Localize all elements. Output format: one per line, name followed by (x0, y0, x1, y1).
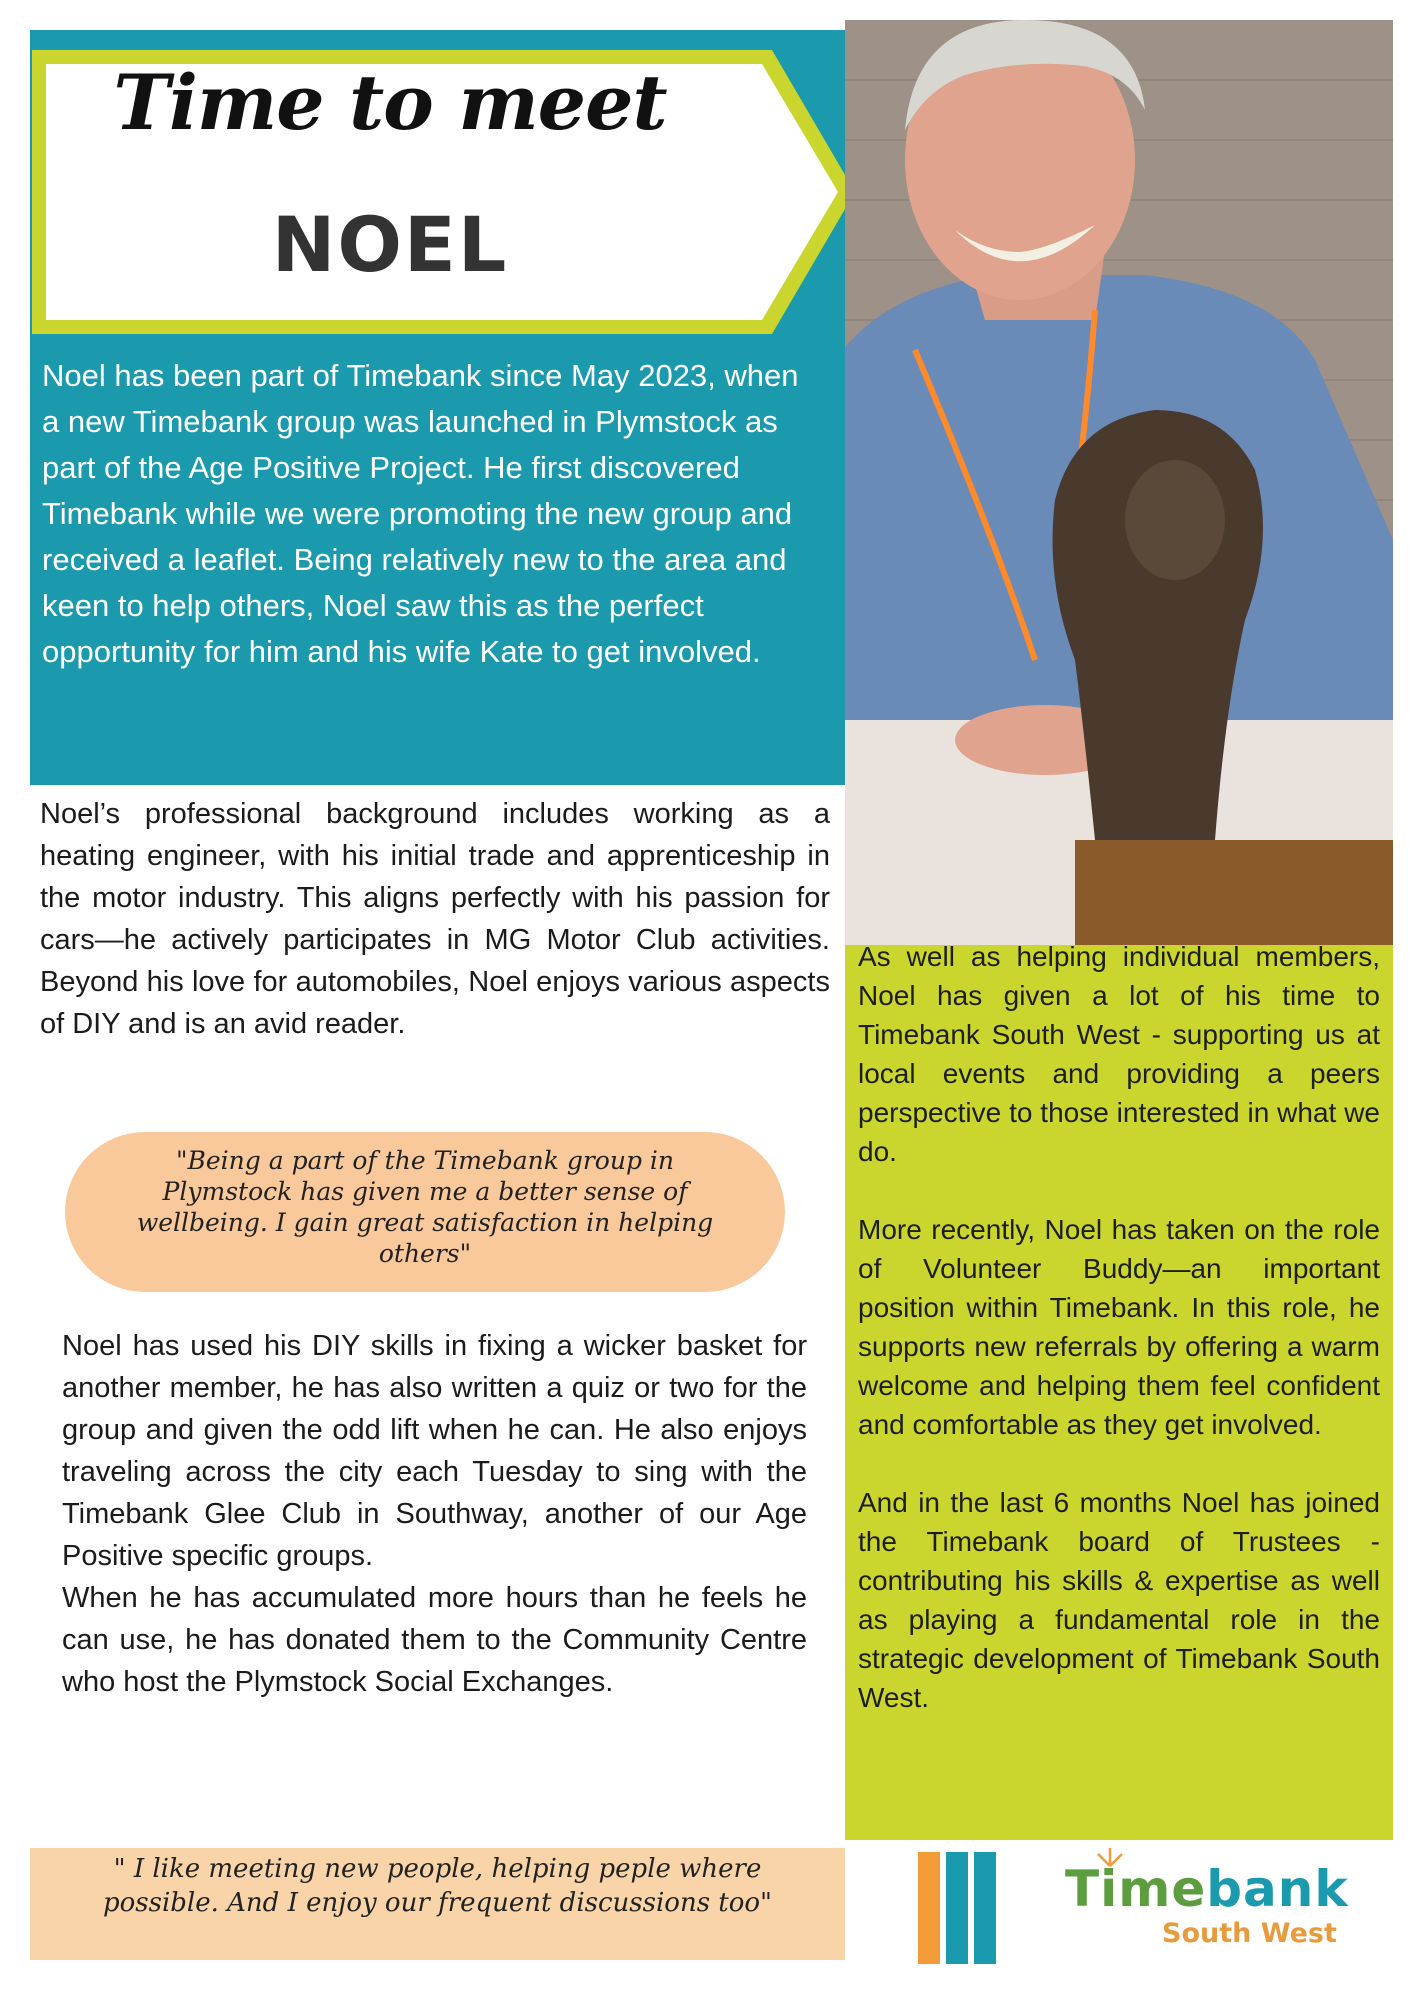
volunteer-text (858, 937, 1380, 1756)
noel-photo (845, 20, 1393, 945)
logo-bar-orange (918, 1852, 940, 1964)
title-script: Time to meet (113, 58, 667, 147)
diy-paragraph (62, 1325, 807, 1703)
intro-paragraph: Noel has been part of Timebank since May 2023, when a new Timebank group was launched in Plymstock as part of the Age Positive Project. He first discovered Timebank while we were promoting the new group and received a leaflet. Being relatively new to the area and keen to help others, Noel saw this as the perfect opportunity for him and his wife Kate to get involved. (42, 358, 799, 669)
volunteer-paragraph-2: More recently, Noel has taken on the role of Volunteer Buddy—an important position within Timebank. In this role, he supports new referrals by offering a warm welcome and helping them feel confident and comfortable as they get involved. (858, 1214, 1380, 1440)
logo-wordmark (1065, 1860, 1349, 1918)
volunteer-paragraph-1: As well as helping individual members, Noel has given a lot of his time to Timebank South West - supporting us at local events and providing a peers perspective to those interested in what we do. (858, 941, 1380, 1167)
logo-bar-teal-2 (974, 1852, 996, 1964)
logo-bar-teal (946, 1852, 968, 1964)
logo-subtitle: South West (1162, 1918, 1337, 1949)
diy-text-2: When he has accumulated more hours than he feels he can use, he has donated them to the Community Centre who host the Plymstock Social Exchanges. (62, 1582, 807, 1698)
bottom-quote-text: " I like meeting new people, helping peple where possible. And I enjoy our frequent discussions too" (102, 1854, 773, 1918)
logo-word-time: Time (1065, 1860, 1207, 1918)
volunteer-paragraph-3: And in the last 6 months Noel has joined the Timebank board of Trustees - contributing his skills & expertise as well as playing a fundamental role in the strategic development of Timebank South West. (858, 1487, 1380, 1713)
background-paragraph: Noel’s professional background includes working as a heating engineer, with his initial trade and apprenticeship in the motor industry. This aligns perfectly with his passion for cars—he actively participates in MG Motor Club activities. Beyond his love for automobiles, Noel enjoys various aspects of DIY and is an avid reader. (40, 798, 830, 1040)
title-name: NOEL (271, 200, 509, 289)
logo-word-bank: bank (1206, 1860, 1349, 1918)
quote-text: "Being a part of the Timebank group in Plymstock has given me a better sense of wellbeing. I gain great satisfaction in helping others" (136, 1146, 714, 1268)
diy-text-1: Noel has used his DIY skills in fixing a wicker basket for another member, he has also written a quiz or two for the group and given the odd lift when he can. He also enjoys traveling across the city each Tuesday to sing with the Timebank Glee Club in Southway, another of our Age Positive specific groups. (62, 1330, 807, 1572)
